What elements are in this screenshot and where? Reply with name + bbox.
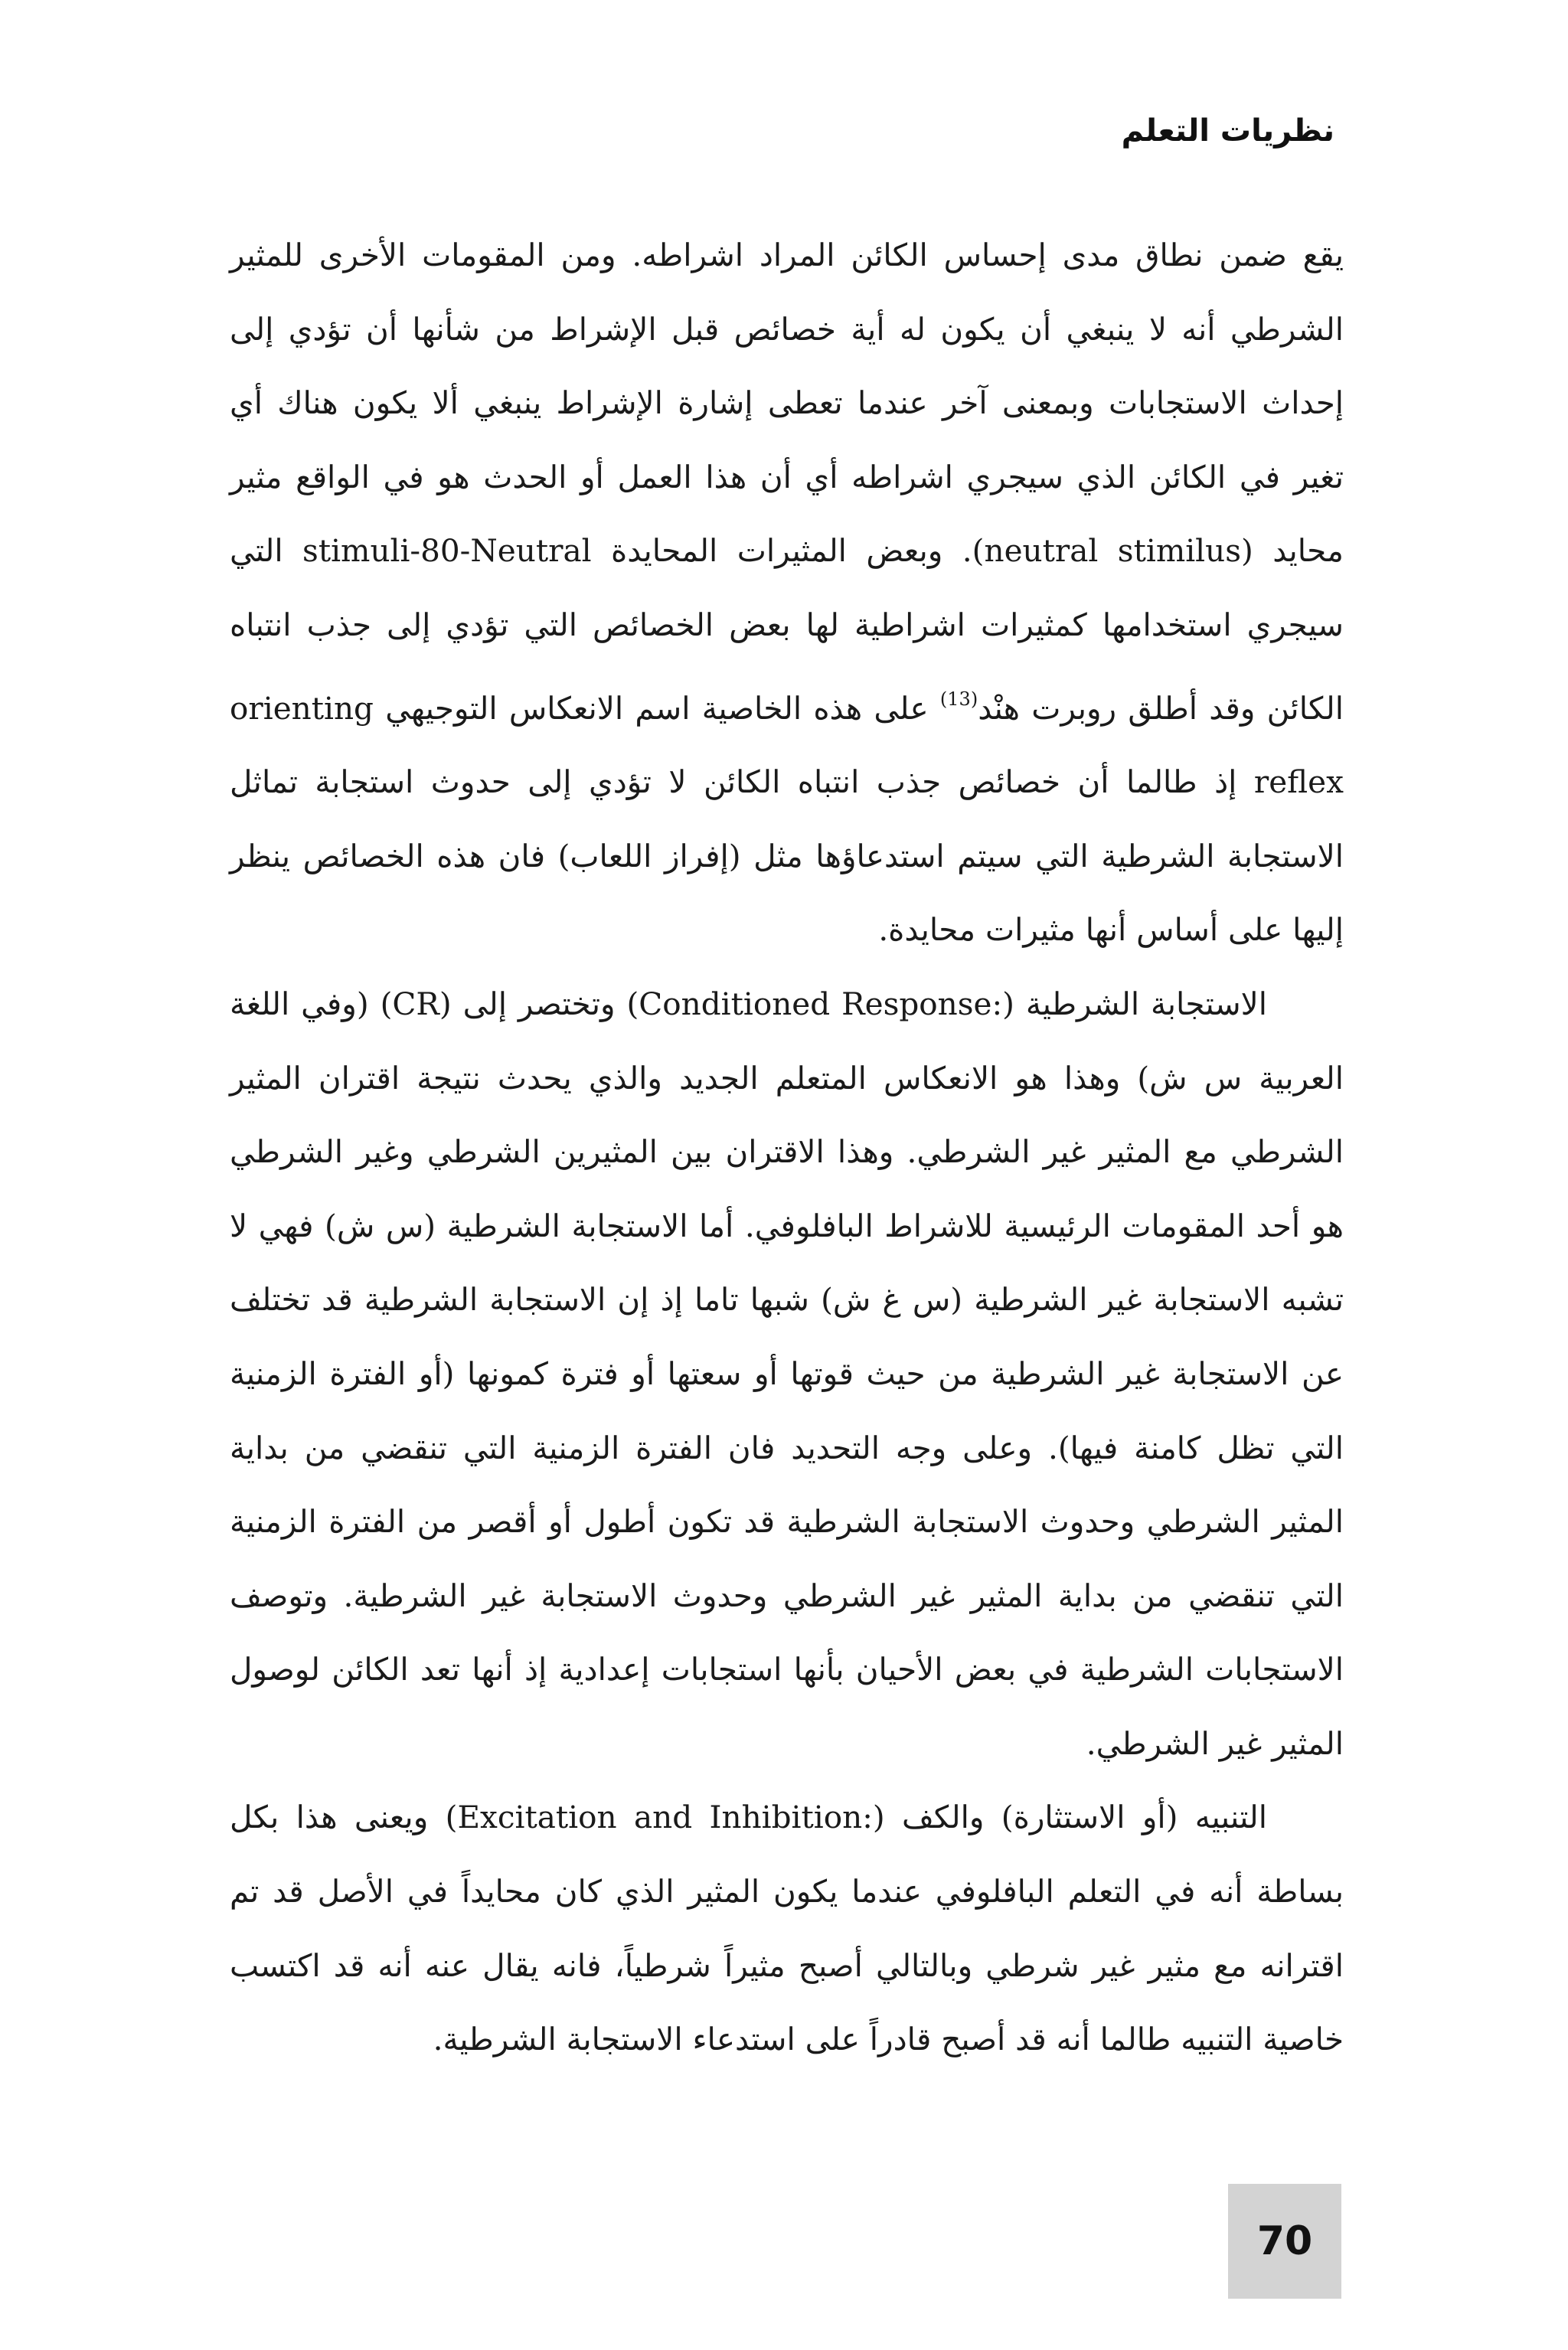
paragraph-1 <box>230 218 1344 967</box>
paragraph-3: التنبيه (أو الاستثارة) والكف (:Excitation and Inhibition) ويعنى هذا بكل بساطة أنه في التعلم البافلوفي عندما يكون المثير الذي كان محايداً في الأصل قد تم اقترانه مع مثير غير شرطي وبالتالي أصبح مثيراً شرطياً، فانه يقال عنه أنه قد اكتسب خاصية التنبيه طالما أنه قد أصبح قادراً على استدعاء الاستجابة الشرطية. <box>230 1799 1344 2058</box>
page-number: 70 <box>1256 2218 1313 2264</box>
running-header: نظريات التعلم <box>1121 113 1334 149</box>
paragraph-1-text-after: على هذه الخاصية اسم الانعكاس التوجيهي orienting reflex إذ طالما أن خصائص جذب انتباه الكائن لا تؤدي إلى حدوث استجابة تماثل الاستجابة الشرطية التي سيتم استدعاؤها مثل (إفراز اللعاب) فان هذه الخصائص ينظر إليها على أساس أنها مثيرات محايدة. <box>230 689 1344 949</box>
body-text <box>230 218 1344 2077</box>
footnote-reference[interactable]: (13) <box>939 688 978 710</box>
page-number-box <box>1228 2184 1341 2299</box>
paragraph-1-text-before: يقع ضمن نطاق مدى إحساس الكائن المراد اشراطه. ومن المقومات الأخرى للمثير الشرطي أنه لا ينبغي أن يكون له أية خصائص قبل الإشراط من شأنها أن تؤدي إلى إحداث الاستجابات وبمعنى آخر عندما تعطى إشارة الإشراط ينبغي ألا يكون هناك أي تغير في الكائن الذي سيجري اشراطه أي أن هذا العمل أو الحدث هو في الواقع مثير محايد (neutral stimilus). وبعض المثيرات المحايدة stimuli-80-Neutral التي سيجري استخدامها كمثيرات اشراطية لها بعض الخصائص التي تؤدي إلى جذب انتباه الكائن وقد أطلق روبرت هنْد <box>230 237 1344 727</box>
paragraph-2: الاستجابة الشرطية (:Conditioned Response) وتختصر إلى (CR) (وفي اللغة العربية س ش) وهذا هو الانعكاس المتعلم الجديد والذي يحدث نتيجة اقتران المثير الشرطي مع المثير غير الشرطي. وهذا الاقتران بين المثيرين الشرطي وغير الشرطي هو أحد المقومات الرئيسية للاشراط البافلوفي. أما الاستجابة الشرطية (س ش) فهي لا تشبه الاستجابة غير الشرطية (س غ ش) شبها تاما إذ إن الاستجابة الشرطية قد تختلف عن الاستجابة غير الشرطية من حيث قوتها أو سعتها أو فترة كمونها (أو الفترة الزمنية التي تظل كامنة فيها). وعلى وجه التحديد فان الفترة الزمنية التي تنقضي من بداية المثير الشرطي وحدوث الاستجابة الشرطية قد تكون أطول أو أقصر من الفترة الزمنية التي تنقضي من بداية المثير غير الشرطي وحدوث الاستجابة غير الشرطية. وتوصف الاستجابات الشرطية في بعض الأحيان بأنها استجابات إعدادية إذ أنها تعد الكائن لوصول المثير غير الشرطي. <box>230 985 1344 1762</box>
